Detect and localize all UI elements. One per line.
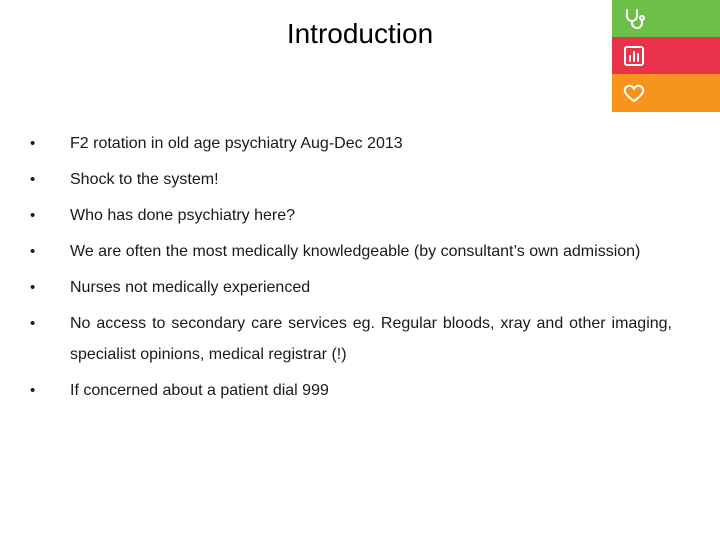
icon-strip (612, 0, 720, 112)
bullet-text: We are often the most medically knowledgeable (by consultant’s own admission) (70, 243, 641, 260)
bullet-text: F2 rotation in old age psychiatry Aug-Dec 2013 (70, 135, 403, 152)
bullet-text: If concerned about a patient dial 999 (70, 382, 329, 399)
heart-icon (622, 81, 646, 105)
stethoscope-icon (622, 7, 646, 31)
bullet-marker: • (30, 207, 36, 224)
bullet-marker: • (30, 243, 36, 260)
bullet-marker: • (30, 382, 36, 399)
bullet-item (30, 236, 672, 267)
bullet-text: Who has done psychiatry here? (70, 207, 296, 224)
bullet-marker: • (30, 171, 36, 188)
bullet-text: Nurses not medically experienced (70, 279, 311, 296)
bullet-item (30, 308, 672, 370)
bullet-marker: • (30, 135, 36, 152)
bullet-marker: • (30, 279, 36, 296)
bullet-item (30, 128, 672, 159)
bar-chart-icon (622, 44, 646, 68)
heart-band (612, 74, 720, 112)
bullet-item (30, 375, 672, 406)
chart-band (612, 37, 720, 74)
bullet-text: No access to secondary care services eg. Regular bloods, xray and other imaging, specialist opinions, medical registrar (!) (70, 315, 672, 363)
bullet-text: Shock to the system! (70, 171, 219, 188)
slide-title: Introduction (286, 18, 434, 49)
stethoscope-band (612, 0, 720, 37)
bullet-list (30, 128, 672, 411)
bullet-marker: • (30, 315, 36, 332)
bullet-item (30, 164, 672, 195)
bullet-item (30, 272, 672, 303)
bullet-item (30, 200, 672, 231)
